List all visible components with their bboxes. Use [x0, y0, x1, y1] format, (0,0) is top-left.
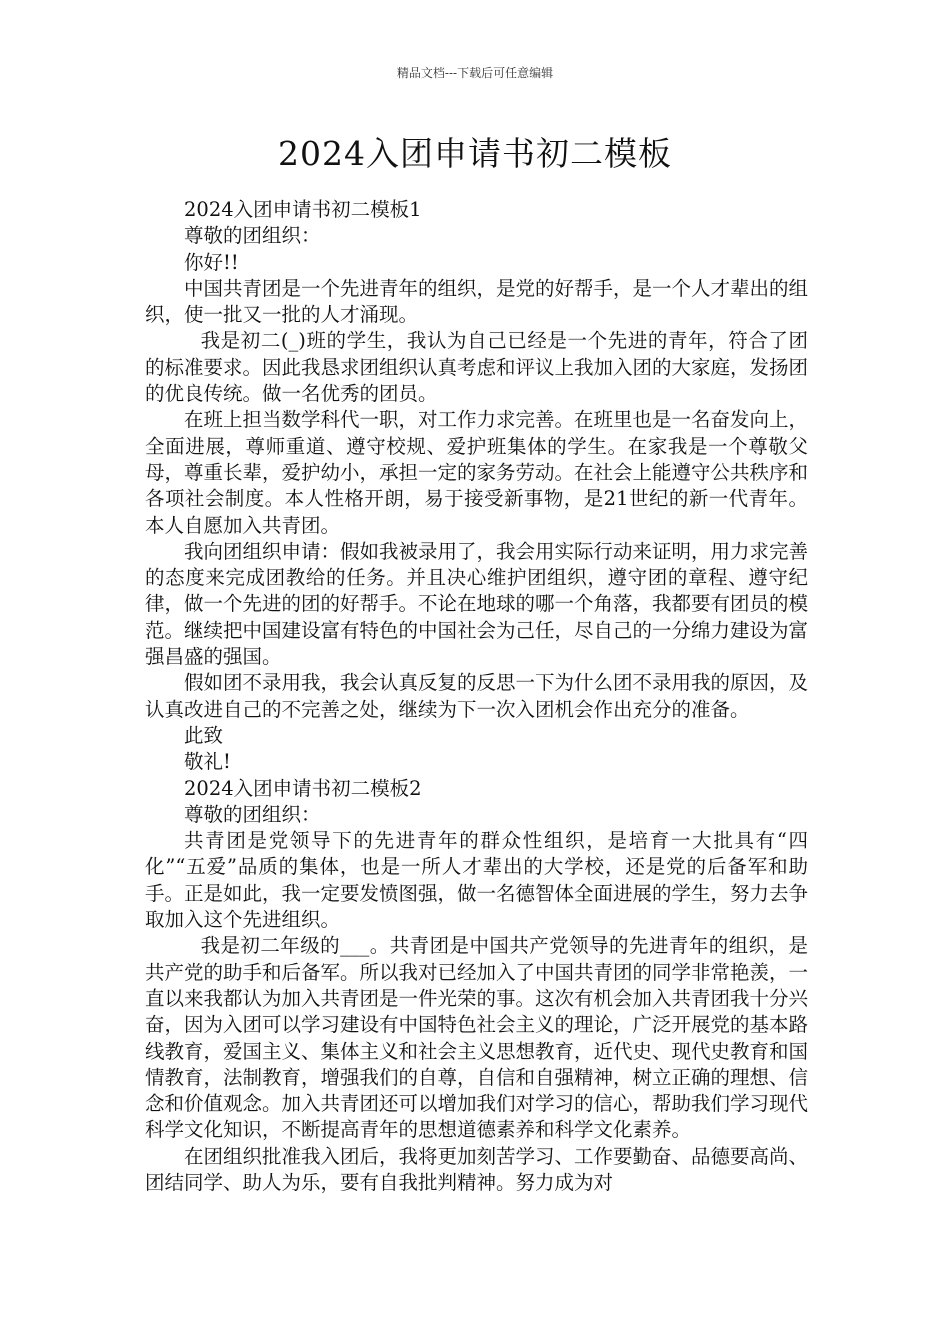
body-paragraph: 假如团不录用我，我会认真反复的反思一下为什么团不录用我的原因，及认真改进自己的不完善之处，继续为下一次入团机会作出充分的准备。 — [145, 671, 809, 721]
salutation: 尊敬的团组织： — [184, 224, 321, 248]
closing-line: 敬礼! — [184, 750, 231, 774]
body-paragraph: 我是初二(_)班的学生，我认为自己已经是一个先进的青年，符合了团的标准要求。因此我恳求团组织认真考虑和评议上我加入团的大家庭，发扬团的优良传统。做一名优秀的团员。 — [145, 329, 809, 406]
body-paragraph: 在团组织批准我入团后，我将更加刻苦学习、工作要勤奋、品德要高尚、团结同学、助人为乐，要有自我批判精神。努力成为对 — [145, 1144, 809, 1194]
document-body — [145, 197, 808, 1196]
section-heading-2: 2024入团申请书初二模板2 — [184, 776, 422, 800]
body-paragraph: 在班上担当数学科代一职，对工作力求完善。在班里也是一名奋发向上，全面进展，尊师重道、遵守校规、爱护班集体的学生。在家我是一个尊敬父母，尊重长辈，爱护幼小，承担一定的家务劳动。在社会上能遵守公共秩序和各项社会制度。本人性格开朗，易于接受新事物，是21世纪的新一代青年。本人自愿加入共青团。 — [145, 408, 809, 537]
body-paragraph: 共青团是党领导下的先进青年的群众性组织，是培育一大批具有“四化”“五爱”品质的集体，也是一所人才辈出的大学校，还是党的后备军和助手。正是如此，我一定要发愤图强，做一名德智体全面进展的学生，努力去争取加入这个先进组织。 — [145, 829, 809, 932]
section-heading-1: 2024入团申请书初二模板1 — [184, 198, 422, 221]
body-paragraph: 我是初二年级的___。共青团是中国共产党领导的先进青年的组织，是共产党的助手和后备军。所以我对已经加入了中国共青团的同学非常艳羡，一直以来我都认为加入共青团是一件光荣的事。这次有机会加入共青团我十分兴奋，因为入团可以学习建设有中国特色社会主义的理论，广泛开展党的基本路线教育，爱国主义、集体主义和社会主义思想教育，近代史、现代史教育和国情教育，法制教育，增强我们的自尊，自信和自强精神，树立正确的理想、信念和价值观念。加入共青团还可以增加我们对学习的信心，帮助我们学习现代科学文化知识，不断提高青年的思想道德素养和科学文化素养。 — [145, 934, 809, 1142]
closing-line: 此致 — [184, 723, 224, 747]
page-header-note: 精品文档---下载后可任意编辑 — [396, 66, 554, 80]
document-title: 2024入团申请书初二模板 — [278, 134, 672, 173]
body-paragraph: 我向团组织申请：假如我被录用了，我会用实际行动来证明，用力求完善的态度来完成团教给的任务。并且决心维护团组织，遵守团的章程、遵守纪律，做一个先进的团的好帮手。不论在地球的哪一个角落，我都要有团员的模范。继续把中国建设富有特色的中国社会为己任，尽自己的一分绵力建设为富强昌盛的强国。 — [145, 539, 809, 669]
greeting: 你好!! — [184, 250, 239, 274]
salutation: 尊敬的团组织： — [184, 802, 321, 826]
body-paragraph: 中国共青团是一个先进青年的组织，是党的好帮手，是一个人才辈出的组织，使一批又一批的人才涌现。 — [145, 276, 809, 327]
